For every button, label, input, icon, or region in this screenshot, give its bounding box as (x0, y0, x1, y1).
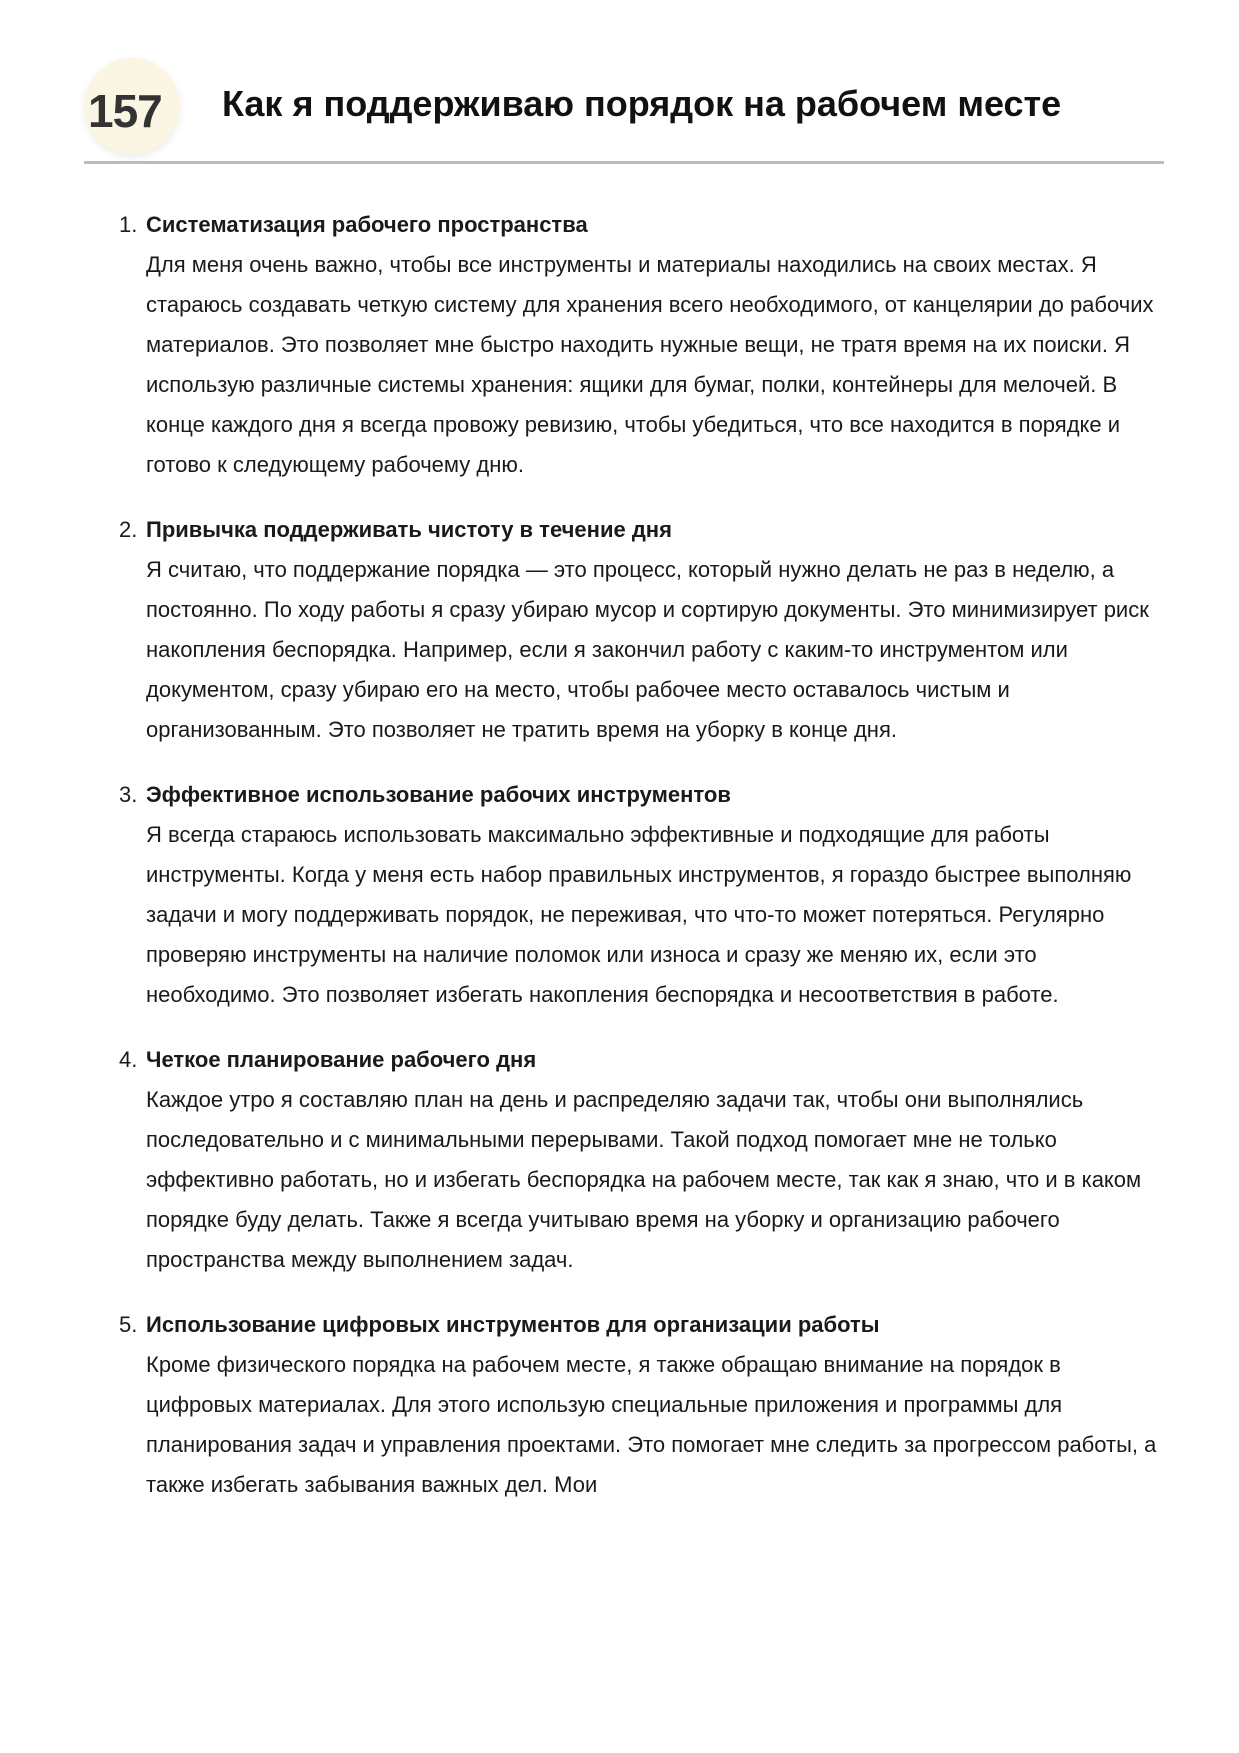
item-text: Я считаю, что поддержание порядка — это процесс, который нужно делать не раз в неделю, а постоянно. По ходу работы я сразу убираю мусор и сортирую документы. Это минимизирует риск накопления беспорядка. Например, если я закончил работу с каким-то инструментом или документом, сразу убираю его на место, чтобы рабочее место оставалось чистым и организованным. Это позволяет не тратить время на уборку в конце дня. (146, 557, 1149, 742)
item-number: 3. (119, 782, 138, 807)
list-item (119, 1305, 1171, 1505)
item-number: 5. (119, 1312, 138, 1337)
page-title: Как я поддерживаю порядок на рабочем месте (222, 83, 1062, 124)
item-heading: Привычка поддерживать чистоту в течение дня (146, 517, 672, 542)
item-heading: Четкое планирование рабочего дня (146, 1047, 537, 1072)
header-divider (84, 161, 1164, 164)
list-item (119, 510, 1171, 750)
page-number: 157 (88, 85, 162, 137)
page-number-badge (84, 58, 180, 154)
item-text: Для меня очень важно, чтобы все инструменты и материалы находились на своих местах. Я стараюсь создавать четкую систему для хранения всего необходимого, от канцелярии до рабочих материалов. Это позволяет мне быстро находить нужные вещи, не тратя время на их поиски. Я использую различные системы хранения: ящики для бумаг, полки, контейнеры для мелочей. В конце каждого дня я всегда провожу ревизию, чтобы убедиться, что все находится в порядке и готово к следующему рабочему дню. (146, 252, 1154, 477)
item-text: Каждое утро я составляю план на день и распределяю задачи так, чтобы они выполнялись последовательно и с минимальными перерывами. Такой подход помогает мне не только эффективно работать, но и избегать беспорядка на рабочем месте, так как я знаю, что и в каком порядке буду делать. Также я всегда учитываю время на уборку и организацию рабочего пространства между выполнением задач. (146, 1087, 1142, 1272)
item-heading: Систематизация рабочего пространства (146, 212, 588, 237)
list-item (119, 205, 1171, 485)
numbered-list (0, 205, 1171, 1530)
item-text: Я всегда стараюсь использовать максимально эффективные и подходящие для работы инструменты. Когда у меня есть набор правильных инструментов, я гораздо быстрее выполняю задачи и могу поддерживать порядок, не переживая, что что-то может потеряться. Регулярно проверяю инструменты на наличие поломок или износа и сразу же меняю их, если это необходимо. Это позволяет избегать накопления беспорядка и несоответствия в работе. (146, 822, 1132, 1007)
list-item (119, 1040, 1171, 1280)
page-header (84, 50, 1164, 162)
item-heading: Эффективное использование рабочих инструментов (146, 782, 731, 807)
item-number: 4. (119, 1047, 138, 1072)
item-text: Кроме физического порядка на рабочем месте, я также обращаю внимание на порядок в цифровых материалах. Для этого использую специальные приложения и программы для планирования задач и управления проектами. Это помогает мне следить за прогрессом работы, а также избегать забывания важных дел. Мои (146, 1352, 1157, 1497)
list-item (119, 775, 1171, 1015)
item-number: 2. (119, 517, 138, 542)
item-heading: Использование цифровых инструментов для организации работы (146, 1312, 880, 1337)
item-number: 1. (119, 212, 138, 237)
